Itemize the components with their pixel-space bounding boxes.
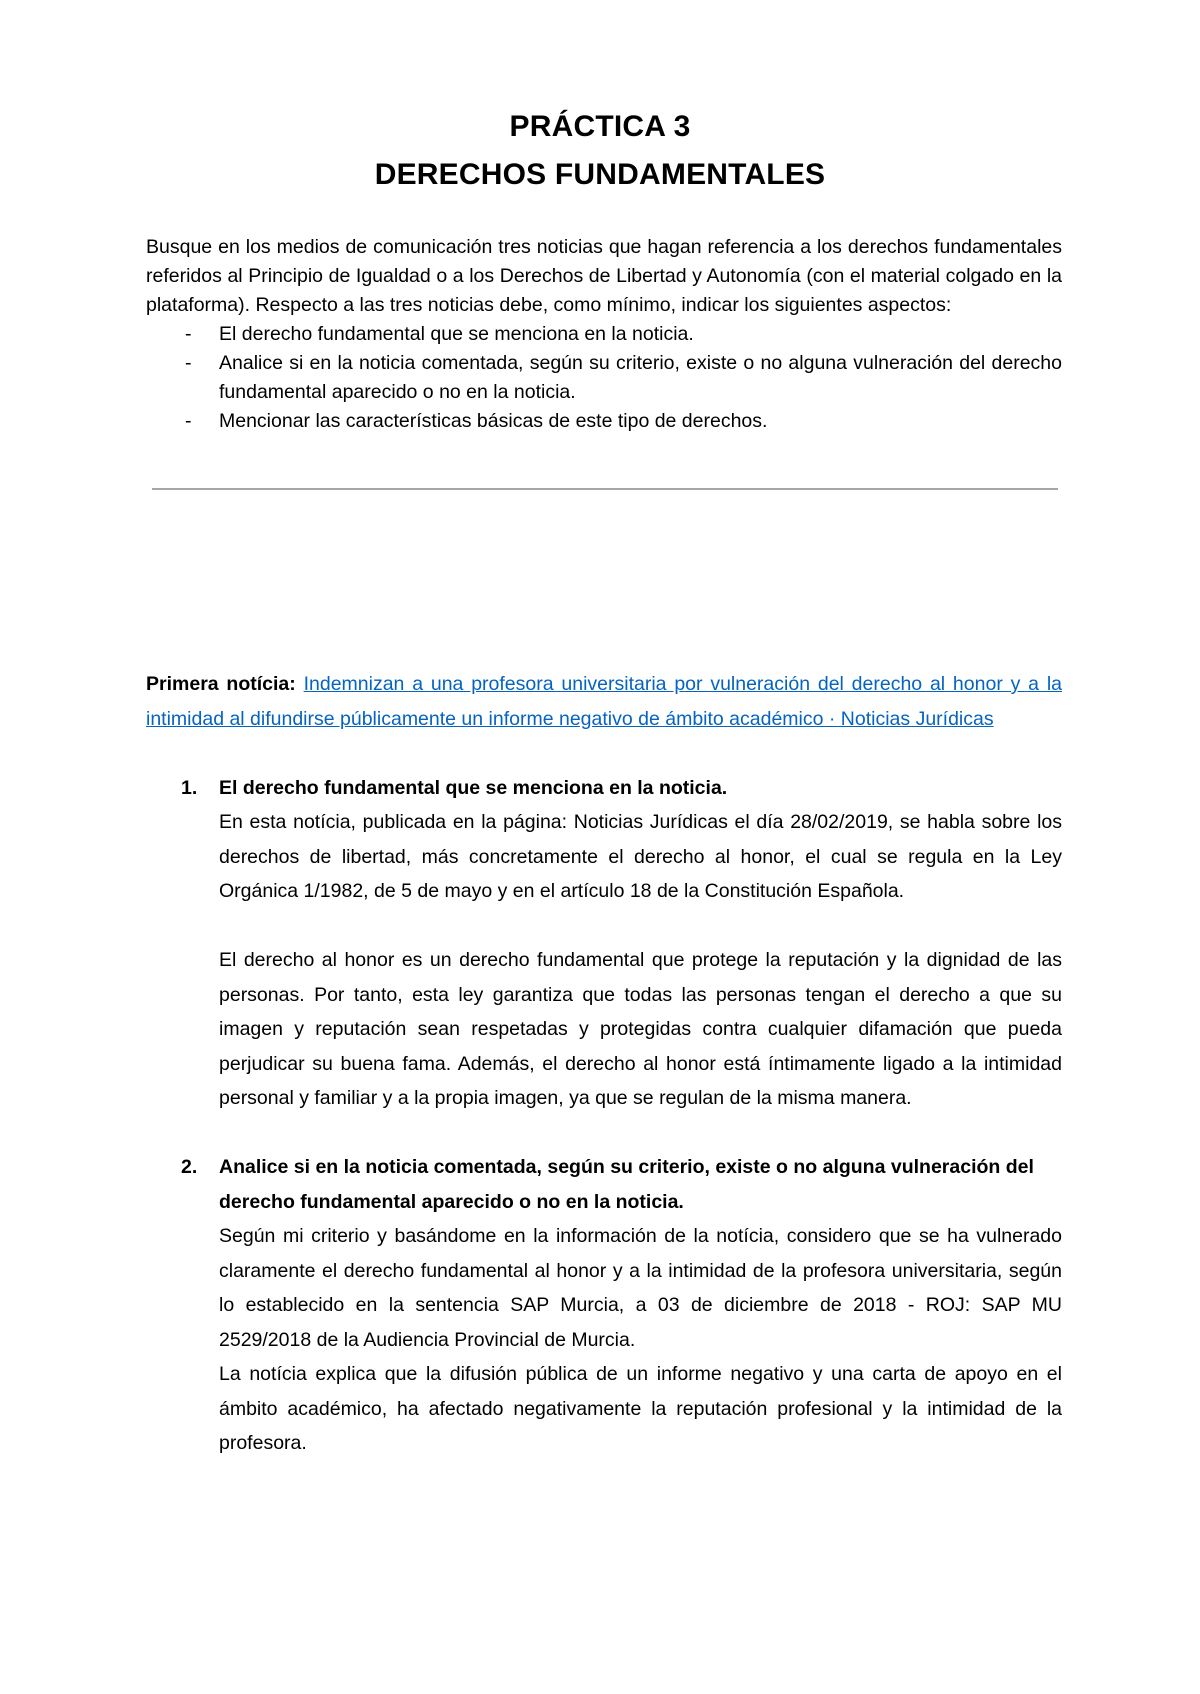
instructions-paragraph: Busque en los medios de comunicación tres noticias que hagan referencia a los derechos fundamentales referidos al Principio de Igualdad o a los Derechos de Libertad y Autonomía (con el material colgado en la plataforma). Respecto a las tres noticias debe, como mínimo, indicar los siguientes aspectos: bbox=[146, 236, 1062, 316]
spacer bbox=[146, 736, 1062, 771]
news-link[interactable]: Indemnizan a una profesora universitaria por vulneración del derecho al honor y a la intimidad al difundirse públicamente un informe negativo de ámbito académico · Noticias Jurídicas bbox=[146, 673, 1063, 730]
list-item-text: El derecho fundamental que se menciona en la noticia. bbox=[219, 323, 694, 345]
dash-marker: - bbox=[185, 352, 192, 374]
dash-marker: - bbox=[185, 323, 192, 345]
list-item bbox=[146, 320, 1062, 349]
instructions-list bbox=[146, 320, 1062, 436]
answer-item-1 bbox=[146, 771, 1062, 1116]
item-number: 1. bbox=[181, 776, 198, 799]
instructions-block bbox=[146, 233, 1062, 436]
document-title: PRÁCTICA 3 bbox=[509, 110, 691, 143]
answer-body bbox=[146, 667, 1062, 1461]
item-number: 2. bbox=[181, 1156, 198, 1178]
news-label: Primera notícia: bbox=[146, 673, 296, 695]
answer-paragraph: El derecho al honor es un derecho fundamental que protege la reputación y la dignidad de las personas. Por tanto, esta ley garantiza que todas las personas tengan el derecho a que su imagen y reputación sean respetadas y protegidas contra cualquier difamación que pueda perjudicar su buena fama. Además, el derecho al honor está íntimamente ligado a la intimidad personal y familiar y a la propia imagen, ya que se regulan de la misma manera. bbox=[219, 949, 1062, 1109]
list-item-text: Mencionar las características básicas de este tipo de derechos. bbox=[219, 410, 768, 432]
horizontal-divider bbox=[152, 488, 1058, 490]
answer-paragraph: La notícia explica que la difusión pública de un informe negativo y una carta de apoyo en el ámbito académico, ha afectado negativamente la reputación profesional y la intimidad de la profesora. bbox=[219, 1363, 1062, 1454]
spacer bbox=[219, 909, 1062, 944]
answers-list bbox=[146, 771, 1062, 1461]
list-item bbox=[146, 407, 1062, 436]
answer-paragraph: En esta notícia, publicada en la página: Noticias Jurídicas el día 28/02/2019, se habla sobre los derechos de libertad, más concretamente el derecho al honor, el cual se regula en la Ley Orgánica 1/1982, de 5 de mayo y en el artículo 18 de la Constitución Española. bbox=[219, 811, 1062, 902]
question-heading: El derecho fundamental que se menciona en la noticia. bbox=[219, 776, 728, 799]
answer-paragraph: Según mi criterio y basándome en la información de la notícia, considero que se ha vulnerado claramente el derecho fundamental al honor y a la intimidad de la profesora universitaria, según lo establecido en la sentencia SAP Murcia, a 03 de diciembre de 2018 - ROJ: SAP MU 2529/2018 de la Audiencia Provincial de Murcia. bbox=[219, 1225, 1062, 1351]
news-reference bbox=[146, 667, 1062, 736]
answer-item-2 bbox=[146, 1150, 1062, 1461]
spacer bbox=[146, 1116, 1062, 1151]
list-item bbox=[146, 349, 1062, 407]
dash-marker: - bbox=[185, 410, 192, 432]
list-item-text: Analice si en la noticia comentada, según su criterio, existe o no alguna vulneración del derecho fundamental aparecido o no en la noticia. bbox=[219, 352, 1062, 403]
question-heading: Analice si en la noticia comentada, según su criterio, existe o no alguna vulneración del derecho fundamental aparecido o no en la noticia. bbox=[219, 1156, 1034, 1213]
document-subtitle: DERECHOS FUNDAMENTALES bbox=[374, 158, 826, 191]
